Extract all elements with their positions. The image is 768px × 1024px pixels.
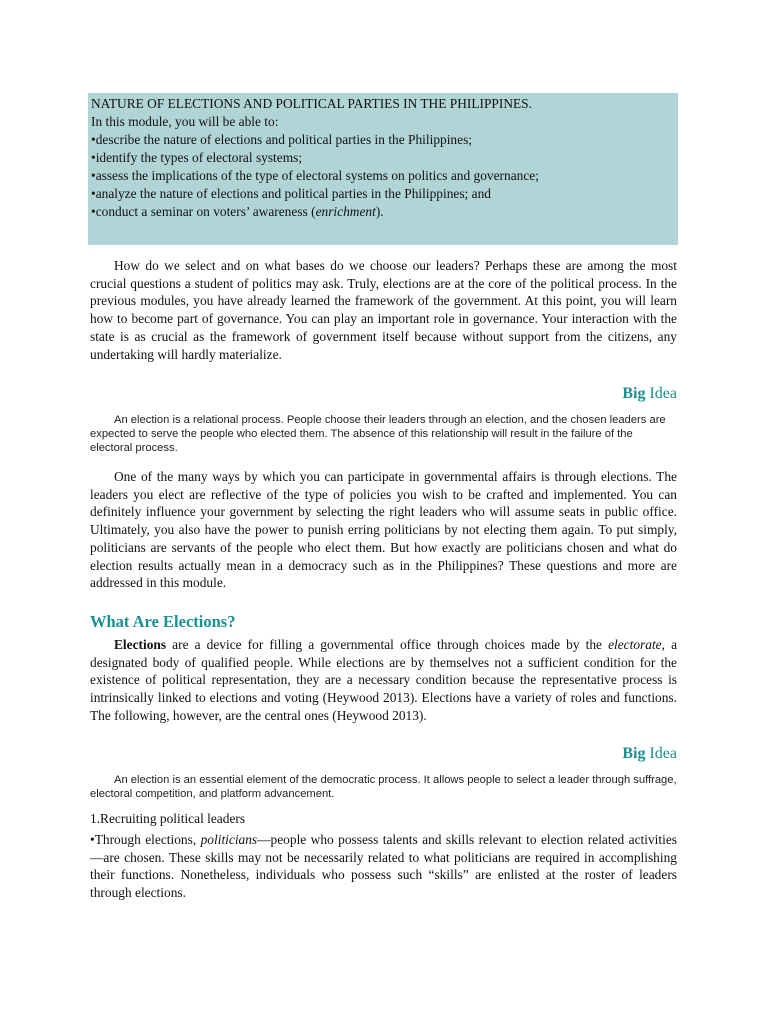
- list-item-body: [90, 831, 677, 902]
- objective-item-suffix: ).: [375, 204, 384, 219]
- list-item-title: 1.Recruiting political leaders: [90, 811, 246, 826]
- section-heading: What Are Elections?: [90, 612, 236, 631]
- big-idea-text: [90, 773, 678, 801]
- objective-item: [91, 203, 675, 221]
- elections-paragraph: [90, 636, 677, 725]
- participation-paragraph-text: One of the many ways by which you can participate in governmental affairs is through elections. The leaders you elect are reflective of the type of policies you wish to be crafted and implemented. You can definitely influence your government by selecting the right leaders who will assume seats in public office. Ultimately, you also have the power to punish erring politicians by not electing them again. To put simply, politicians are servants of the people who elect them. But how exactly are politicians chosen and what do election results actually mean in a democracy such as in the Philippines? These questions and more are addressed in this module.: [90, 469, 677, 591]
- objective-item: •describe the nature of elections and political parties in the Philippines;: [91, 132, 473, 147]
- big-idea-label-rest: Idea: [645, 385, 677, 402]
- objective-item: •assess the implications of the type of electoral systems on politics and governance;: [91, 168, 539, 183]
- objectives-intro: In this module, you will be able to:: [91, 114, 279, 129]
- big-idea-label: [622, 385, 677, 403]
- objective-item-emphasis: enrichment: [315, 204, 376, 219]
- elections-paragraph-part1: are a device for filling a governmental office through choices made by the: [166, 637, 609, 652]
- module-title: NATURE OF ELECTIONS AND POLITICAL PARTIES IN THE PHILIPPINES.: [91, 96, 532, 111]
- elections-paragraph-part2: , a designated body of qualified people. While elections are by themselves not a sufficient condition for the existence of political representation, they are a necessary condition because the representative process is intrinsically linked to elections and voting (Heywood 2013). Elections have a variety of roles and functions. The following, however, are the central ones (Heywood 2013).: [90, 637, 678, 723]
- big-idea-text-content: An election is an essential element of the democratic process. It allows people to select a leader through suffrage, electoral competition, and platform advancement.: [90, 774, 677, 801]
- politicians-term: politicians: [200, 832, 258, 847]
- electorate-term: electorate: [608, 637, 662, 652]
- big-idea-label: [622, 745, 677, 763]
- elections-term: Elections: [114, 637, 167, 652]
- intro-paragraph-text: How do we select and on what bases do we choose our leaders? Perhaps these are among the most crucial questions a student of politics may ask. Truly, elections are at the core of the political process. In the previous modules, you have already learned the framework of the government. At this point, you will learn how to become part of governance. You can play an important role in governance. Your interaction with the state is as crucial as the framework of government itself because without support from the citizens, any undertaking will hardly materialize.: [90, 258, 677, 362]
- objective-item-text: •conduct a seminar on voters’ awareness (: [91, 204, 316, 219]
- big-idea-text: [90, 413, 678, 456]
- objective-item: •identify the types of electoral systems;: [91, 150, 303, 165]
- list-item-text: —people who possess talents and skills relevant to election related activities—are chosen. These skills may not be necessarily related to what politicians are required in accomplishing their functions. Nonetheless, individuals who possess such “skills” are enlisted at the roster of leaders through elections.: [90, 832, 677, 901]
- intro-paragraph: [90, 257, 677, 363]
- big-idea-label-rest: Idea: [645, 745, 677, 762]
- big-idea-label-bold: Big: [622, 385, 646, 402]
- objective-item: •analyze the nature of elections and political parties in the Philippines; and: [91, 186, 491, 201]
- list-item-prefix: •Through elections,: [90, 832, 201, 847]
- objectives-box: [88, 93, 678, 245]
- big-idea-label-bold: Big: [622, 745, 646, 762]
- participation-paragraph: [90, 468, 677, 592]
- big-idea-text-content: An election is a relational process. People choose their leaders through an election, and the chosen leaders are expected to serve the people who elected them. The absence of this relationship will result in the failure of the electoral process.: [90, 414, 666, 455]
